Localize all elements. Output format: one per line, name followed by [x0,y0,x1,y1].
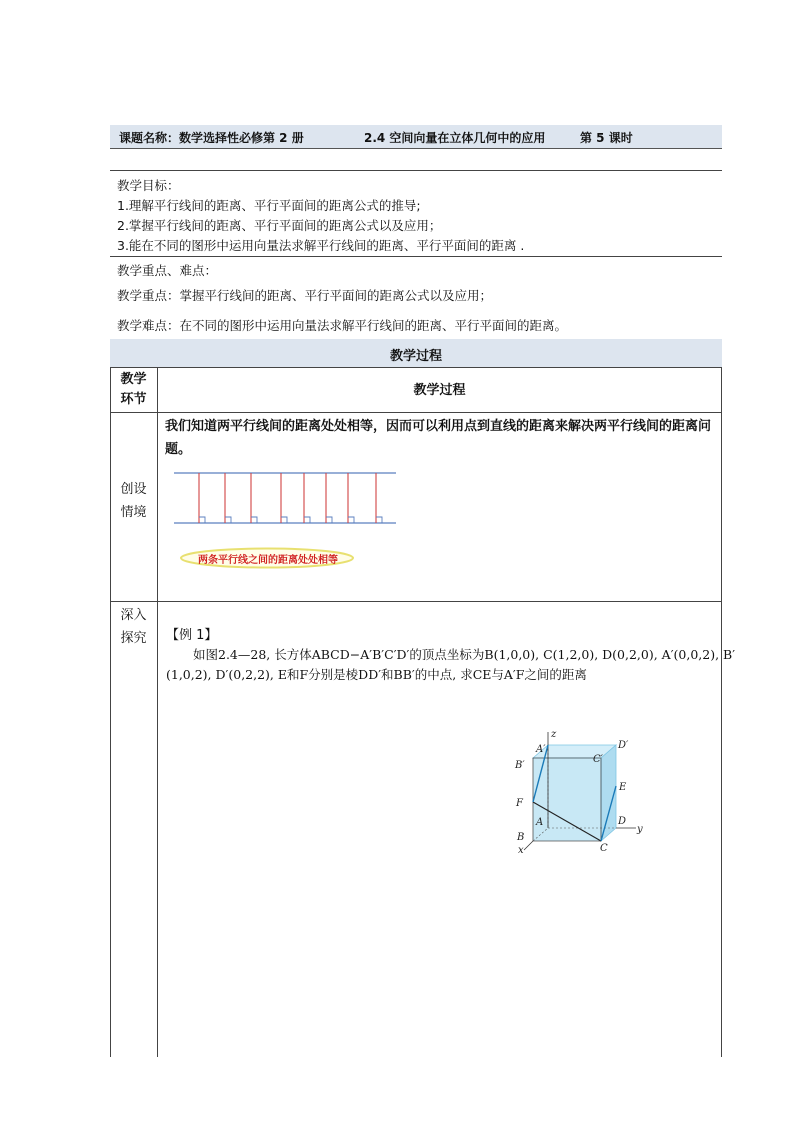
stage-label-line: 探究 [120,631,147,646]
example-text-line: 如图2.4—28, 长方体ABCD−A′B′C′D′的顶点坐标为B(1,0,0), C(1,2,0), D(0,2,0), A′(0,0,2), B′ [193,647,736,662]
table-column-divider [157,367,158,1057]
perpendicular-segments [199,473,376,523]
stage-label-line: 创设 [120,482,147,497]
label-D1: D′ [618,740,629,751]
divider [110,256,722,257]
table-border-left [110,367,111,1057]
example-text-line: (1,0,2), D′(0,2,2), E和F分别是棱DD′和BB′的中点, 求CE与A′F之间的距离 [166,667,587,682]
objective-item: 1.理解平行线间的距离、平行平面间的距离公式的推导; [117,198,421,213]
stage-header-line: 教学 [120,372,147,387]
right-angle-marks [199,517,382,523]
table-row-divider [110,412,722,413]
objectives-title: 教学目标： [117,178,180,193]
table-row-divider [110,601,722,602]
teaching-focus: 教学重点：掌握平行线间的距离、平行平面间的距离公式以及应用； [117,288,493,303]
process-bar [110,339,722,367]
label-D: D [618,816,627,827]
course-label: 课题名称：数学选择性必修第 2 册 [119,131,304,145]
section-title: 2.4 空间向量在立体几何中的应用 [364,131,546,145]
objective-item: 3.能在不同的图形中运用向量法求解平行线间的距离、平行平面间的距离 . [117,238,525,253]
stage-column-header [110,368,157,411]
process-bar-title: 教学过程 [389,349,442,364]
cuboid-figure [508,728,648,858]
keypoints-title: 教学重点、难点： [117,263,218,278]
label-C1: C′ [593,754,603,765]
label-x: x [518,845,524,856]
label-y: y [637,824,643,835]
lesson-number: 第 5 课时 [580,131,633,145]
label-B: B [517,832,525,843]
stage-label-1 [110,478,157,524]
stage-label-line: 情境 [120,505,147,520]
teaching-difficulty: 教学难点：在不同的图形中运用向量法求解平行线间的距离、平行平面间的距离。 [117,318,568,333]
objective-item: 2.掌握平行线间的距离、平行平面间的距离公式以及应用； [117,218,442,233]
label-E: E [619,782,627,793]
stage-header-line: 环节 [120,392,147,407]
table-row-divider [110,367,722,368]
table-border-right [721,367,722,1057]
lesson-header [110,125,722,149]
figure-caption: 两条平行线之间的距离处处相等 [198,555,338,566]
x-axis [524,841,533,850]
label-A: A [536,817,544,828]
intro-paragraph: 我们知道两平行线间的距离处处相等，因而可以利用点到直线的距离来解决两平行线间的距离问题。 [165,419,712,457]
label-C: C [600,843,608,854]
label-A1: A′ [536,744,546,755]
label-F: F [516,798,523,809]
parallel-lines-figure [170,466,400,530]
stage-label-line: 深入 [120,608,147,623]
example-title: 【例 1】 [166,628,218,643]
stage-label-2 [110,604,157,650]
process-column-header: 教学过程 [413,383,466,398]
label-B1: B′ [515,760,525,771]
divider [110,170,722,171]
label-z: z [551,729,557,740]
